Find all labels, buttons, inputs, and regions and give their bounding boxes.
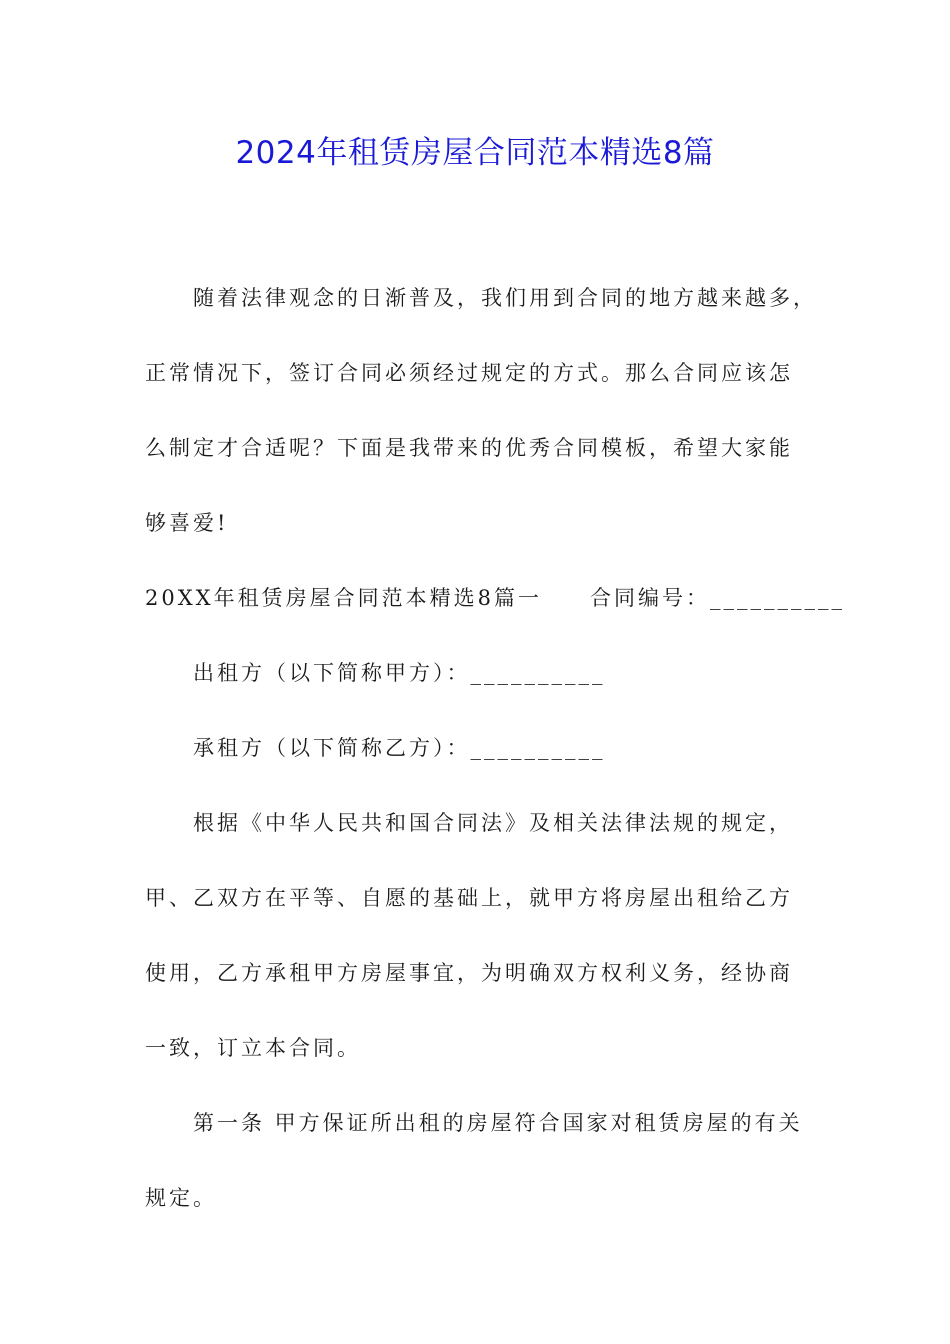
section-heading-line [145,561,845,636]
intro-line-4: 够喜爱! [145,511,229,535]
intro-line-3: 么制定才合适呢？下面是我带来的优秀合同模板，希望大家能 [145,436,793,460]
article-1-line-1: 第一条 甲方保证所出租的房屋符合国家对租赁房屋的有关 [193,1111,803,1135]
lessee-line: 承租方（以下简称乙方）：__________ [193,736,606,760]
intro-line-1: 随着法律观念的日渐普及，我们用到合同的地方越来越多， [193,286,817,310]
document-body [145,261,845,1236]
basis-line-3: 使用，乙方承租甲方房屋事宜，为明确双方权利义务，经协商 [145,961,793,985]
document-title: 2024年租赁房屋合同范本精选8篇 [235,135,715,171]
contract-number: 合同编号：__________ [589,586,845,610]
basis-line-4: 一致，订立本合同。 [145,1036,361,1060]
article-1-line-2: 规定。 [145,1186,217,1210]
basis-line-1: 根据《中华人民共和国合同法》及相关法律法规的规定， [193,811,793,835]
basis-line-2: 甲、乙双方在平等、自愿的基础上，就甲方将房屋出租给乙方 [145,886,793,910]
intro-line-2: 正常情况下，签订合同必须经过规定的方式。那么合同应该怎 [145,361,793,385]
section-heading: 20XX年租赁房屋合同范本精选8篇一 [145,586,542,610]
lessor-line: 出租方（以下简称甲方）：__________ [193,661,606,685]
